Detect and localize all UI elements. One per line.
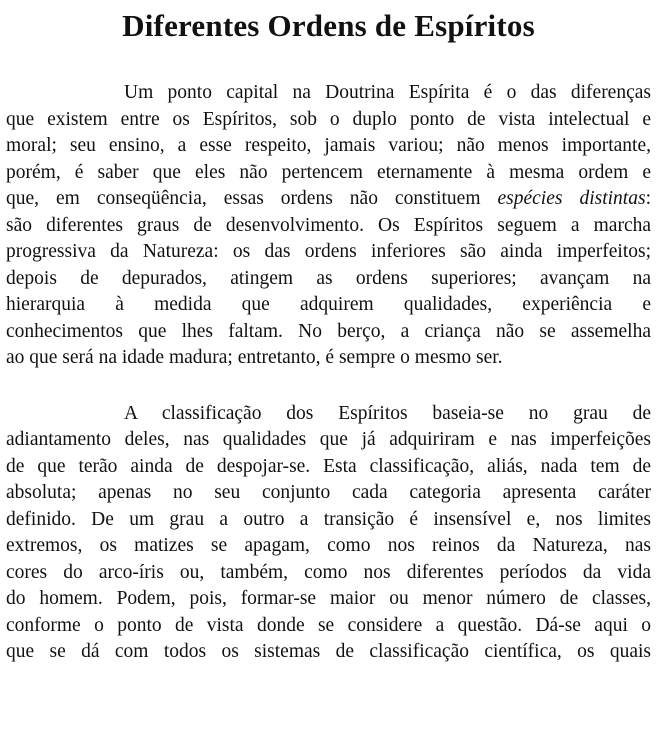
paragraph-line: que existem entre os Espíritos, sob o duplo ponto de vista intelectual e xyxy=(6,108,651,130)
paragraph-line: são diferentes graus de desenvolvimento. Os Espíritos seguem a marcha xyxy=(6,214,651,236)
paragraph-1 xyxy=(6,80,651,372)
paragraph-line: de que terão ainda de despojar-se. Esta classificação, aliás, nada tem de xyxy=(6,455,651,477)
paragraph-line: adiantamento deles, nas qualidades que já adquiriram e nas imperfeições xyxy=(6,429,651,450)
paragraph-line: extremos, os matizes se apagam, como nos reinos da Natureza, nas xyxy=(6,535,651,556)
paragraph-line: ao que será na idade madura; entretanto, é sempre o mesmo ser. xyxy=(6,347,503,368)
paragraph-line: absoluta; apenas no seu conjunto cada categoria apresenta caráter xyxy=(6,482,651,503)
paragraph-line: progressiva da Natureza: os das ordens inferiores são ainda imperfeitos; xyxy=(6,241,651,262)
paragraph-line: conhecimentos que lhes faltam. No berço, a criança não se assemelha xyxy=(6,320,651,342)
paragraph-line: definido. De um grau a outro a transição é insensível e, nos limites xyxy=(6,508,651,530)
paragraph-line: moral; seu ensino, a esse respeito, jamais variou; não menos importante, xyxy=(6,135,651,156)
paragraph-line: cores do arco-íris ou, também, como nos diferentes períodos da vida xyxy=(6,561,651,583)
emphasis-text: espécies distintas xyxy=(497,188,646,209)
paragraph-line: depois de depurados, atingem as ordens superiores; avançam na xyxy=(6,267,651,289)
line-text: que, em conseqüência, essas ordens não constituem xyxy=(6,188,498,209)
paragraph-line: conforme o ponto de vista donde se considere a questão. Dá-se aqui o xyxy=(6,614,651,636)
paragraph-line: que se dá com todos os sistemas de classificação científica, os quais xyxy=(6,641,651,662)
paragraph-line-with-emphasis xyxy=(6,186,651,213)
paragraph-line: Um ponto capital na Doutrina Espírita é o das diferenças xyxy=(124,82,651,103)
paragraph-line: A classificação dos Espíritos baseia-se no grau de xyxy=(124,402,651,424)
paragraph-line: hierarquia à medida que adquirem qualidades, experiência e xyxy=(6,294,651,315)
paragraph-2 xyxy=(6,401,651,666)
paragraph-line: porém, é saber que eles não pertencem eternamente à mesma ordem e xyxy=(6,161,651,183)
paragraph-line: do homem. Podem, pois, formar-se maior ou menor número de classes, xyxy=(6,588,651,609)
line-punctuation: : xyxy=(645,188,651,209)
document-page xyxy=(6,0,651,666)
page-title: Diferentes Ordens de Espíritos xyxy=(122,8,535,43)
